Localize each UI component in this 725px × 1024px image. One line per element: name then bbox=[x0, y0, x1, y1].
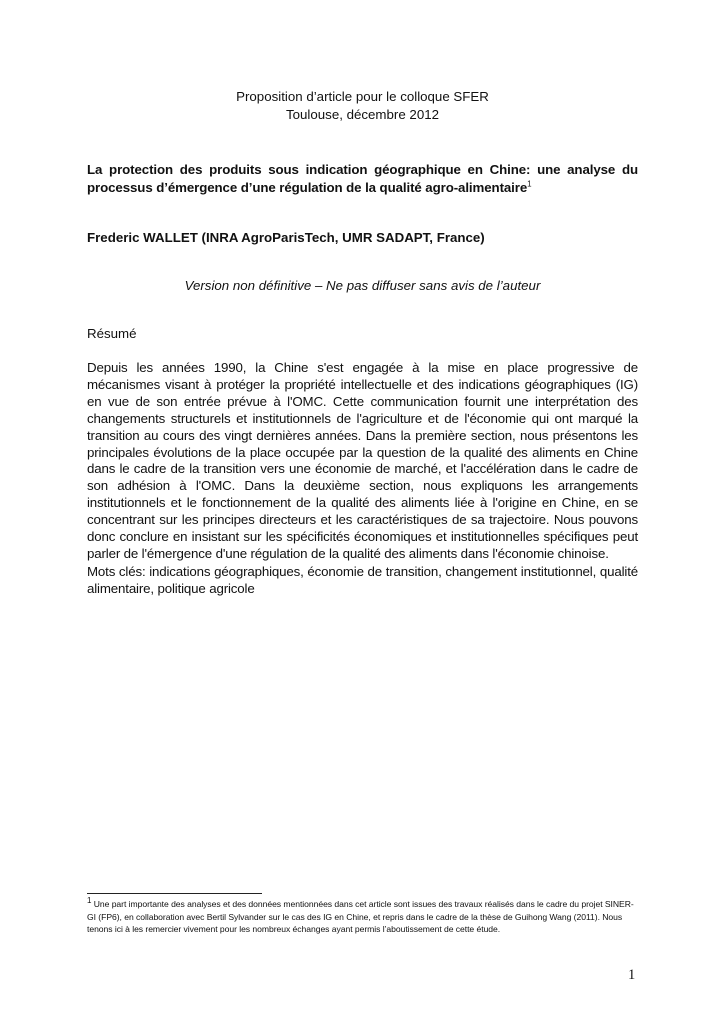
footnote-marker: 1 bbox=[87, 896, 92, 906]
page-number: 1 bbox=[628, 967, 636, 983]
colloquium-line: Proposition d’article pour le colloque SFER bbox=[236, 89, 489, 104]
author-line: Frederic WALLET (INRA AgroParisTech, UMR SADAPT, France) bbox=[87, 230, 485, 245]
abstract-body: Depuis les années 1990, la Chine s'est engagée à la mise en place progressive de mécanismes visant à protéger la propriété intellectuelle et des indications géographiques (IG) en vue de son entrée prévue à l'OMC. Cette communication fournit une interprétation des changements structurels et institutionnels de l'agriculture et de l'économie qui ont marqué la transition au cours des vingt dernières années. Dans la première section, nous présentons les principales évolutions de la place occupée par la question de la qualité des aliments en Chine dans le cadre de la transition vers une économie de marché, et l'accélération dans le cadre de son adhésion à l'OMC. Dans la deuxième section, nous expliquons les arrangements institutionnels et le fonctionnement de la qualité des aliments liée à l'origine en Chine, en se concentrant sur les principes directeurs et les caractéristiques de sa trajectoire. Nous pouvons donc conclure en insistant sur les spécificités économiques et institutionnelles spécifiques peut parler de l'émergence d'une régulation de la qualité des aliments dans l'économie chinoise. bbox=[87, 360, 638, 561]
location-date-line: Toulouse, décembre 2012 bbox=[285, 107, 440, 122]
abstract-heading: Résumé bbox=[87, 326, 137, 341]
footnote-separator bbox=[87, 893, 262, 894]
title-footnote-marker[interactable]: 1 bbox=[527, 179, 532, 189]
version-note: Version non définitive – Ne pas diffuser sans avis de l’auteur bbox=[184, 278, 541, 293]
article-title-text: La protection des produits sous indication géographique en Chine: une analyse du processus d’émergence d’une régulation de la qualité agro-alimentaire bbox=[87, 162, 638, 195]
footnote bbox=[87, 898, 638, 936]
article-title bbox=[87, 161, 638, 197]
footnote-text: Une part importante des analyses et des données mentionnées dans cet article sont issues des travaux réalisés dans le cadre du projet SINER-GI (FP6), en collaboration avec Bertil Sylvander sur le cas des IG en Chine, et repris dans le cadre de la thèse de Guihong Wang (2011). Nous tenons ici à les remercier vivement pour les nombreux échanges ayant permis l’aboutissement de cette étude. bbox=[87, 899, 634, 934]
keywords: Mots clés: indications géographiques, économie de transition, changement institutionnel, qualité alimentaire, politique agricole bbox=[87, 564, 638, 596]
